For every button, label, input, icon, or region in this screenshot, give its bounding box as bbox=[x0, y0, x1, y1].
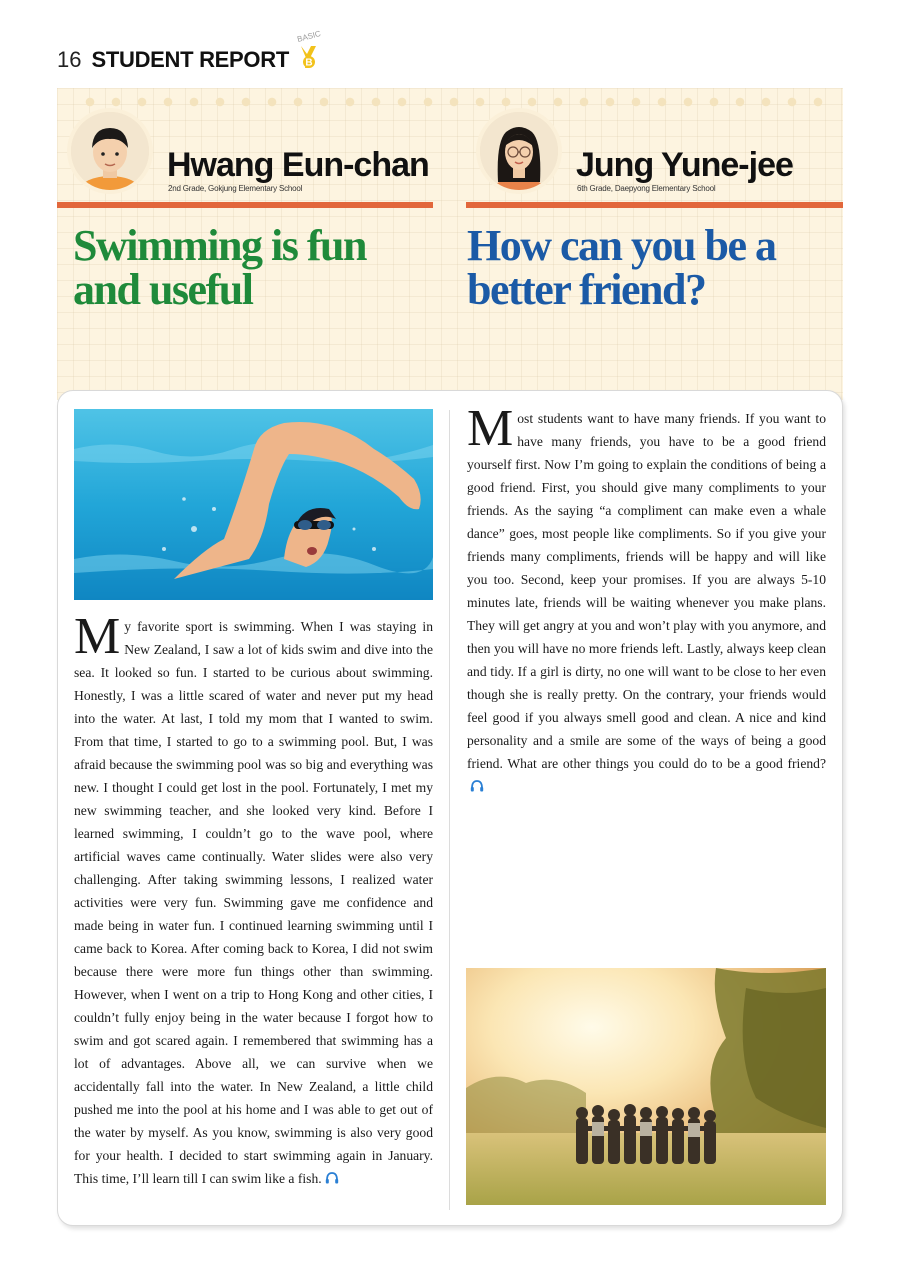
headphones-icon bbox=[470, 779, 484, 792]
level-label: BASIC bbox=[296, 29, 322, 44]
title-line: better friend? bbox=[467, 265, 706, 314]
title-banner bbox=[57, 88, 843, 400]
author-school: 6th Grade, Daepyong Elementary School bbox=[577, 184, 716, 193]
swimmer-photo bbox=[74, 409, 433, 600]
headphones-icon bbox=[325, 1171, 339, 1184]
banner-dots-decoration bbox=[77, 96, 823, 108]
title-line: How can you be a bbox=[467, 221, 776, 270]
author-school: 2nd Grade, Gokjung Elementary School bbox=[168, 184, 303, 193]
article-body-text: y favorite sport is swimming. When I was staying in New Zealand, I saw a lot of kids swim and dive into the sea. It looked so fun. I started to be curious about swimming. Honestly, I was a little scared of water and never put my head into the water. At last, I told my mom that I wanted to swim. From that time, I started to go to a swimming pool. But, I was afraid because the swimming pool was so big and everything was new. I thought I could get lost in the pool. Fortunately, I met my new swimming teacher, and she looked very kind. Before I learned swimming, I couldn’t go to the wave pool, where artificial waves came continually. Water slides were also very challenging. After taking swimming lessons, I realized water activities were very fun. Swimming gave me confidence and made being in water fun. I continued learning swimming until I came back to Korea. After coming back to Korea, I did not swim because there were more fun things other than swimming. However, when I went on a trip to Hong Kong and other cities, I couldn’t fully enjoy being in the water because I forgot how to swim and got scared again. I remembered that swimming has a lot of advantages. Above all, we can survive when we accidentally fall into the water. In New Zealand, a little child pushed me into the pool at his home and I was able to get out of the water by myself. As you know, swimming is also very good for your health. I decided to start swimming again in January. This time, I’ll learn till I can swim like a fish. bbox=[74, 619, 433, 1186]
friends-illustration bbox=[466, 968, 826, 1205]
author-underline bbox=[466, 202, 843, 208]
avatar bbox=[476, 108, 562, 194]
article-body-2 bbox=[467, 400, 826, 798]
article-title-2 bbox=[467, 221, 776, 314]
level-b-icon bbox=[299, 44, 319, 70]
boy-avatar-icon bbox=[71, 112, 149, 190]
author-block-2 bbox=[466, 108, 843, 204]
section-title: STUDENT REPORT bbox=[91, 47, 289, 72]
author-underline bbox=[57, 202, 433, 208]
article-body-text: ost students want to have many friends. If you want to have many friends, you have to be a good friend yourself first. Now I’m going to explain the conditions of being a good friend. First, you should give many compliments to your friends. As the saying “a compliment can make even a whale dance” goes, most people like compliments. So if you give your friends many compliments, friends will be happy and will like you too. Second, keep your promises. If you are always 5-10 minutes late, friends will be waiting whenever you make plans. They will get angry at you and won’t play with you anymore, and then you will have no more friends left. Lastly, always keep clean and tidy. If a girl is dirty, no one will want to be close to her even though she is really pretty. On the contrary, your friends would feel good if you always smell good and clean. A nice and kind personality and a smile are some of the ways of being a good friend. What are other things you could do to be a good friend? bbox=[467, 411, 826, 771]
drop-cap: M bbox=[467, 400, 514, 457]
author-name: Jung Yune-jee bbox=[576, 146, 793, 184]
column-divider bbox=[449, 410, 450, 1210]
author-block-1 bbox=[57, 108, 433, 204]
swimmer-illustration bbox=[74, 409, 433, 600]
avatar bbox=[67, 108, 153, 194]
title-line: and useful bbox=[73, 265, 253, 314]
title-line: Swimming is fun bbox=[73, 221, 366, 270]
level-letter: B bbox=[305, 57, 313, 69]
friends-in-park-photo bbox=[466, 968, 826, 1205]
girl-avatar-icon bbox=[480, 112, 558, 190]
level-badge bbox=[295, 29, 325, 74]
article-title-1 bbox=[73, 221, 366, 314]
page-number: 16 bbox=[57, 47, 82, 72]
drop-cap: M bbox=[74, 608, 121, 665]
author-name: Hwang Eun-chan bbox=[167, 146, 429, 184]
article-body-1 bbox=[74, 608, 433, 1190]
page-header bbox=[57, 29, 325, 76]
